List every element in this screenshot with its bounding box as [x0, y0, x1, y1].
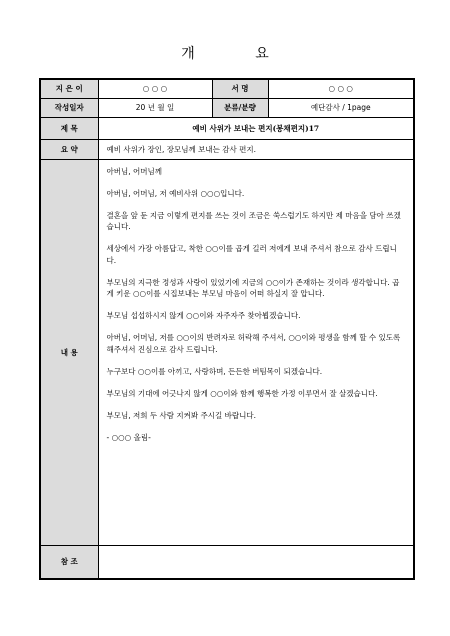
note-value: [98, 545, 414, 579]
summary-row: [40, 139, 414, 159]
note-row: [40, 545, 414, 579]
letter-signoff: - ○○○ 올림-: [106, 433, 151, 443]
letter-paragraph: 부모님, 저희 두 사람 지켜봐 주시길 바랍니다.: [106, 411, 256, 421]
signature-label: 서 명: [212, 79, 268, 98]
author-row: [40, 79, 414, 98]
subject-label: 제 목: [40, 117, 98, 139]
date-label: 작성일자: [40, 98, 98, 117]
letter-paragraph: 세상에서 가장 아름답고, 착한 ○○이를 곱게 길러 저에게 보내 주셔서 참으로 감사 드립니다.: [106, 244, 397, 265]
signature-value: ○ ○ ○: [268, 79, 414, 98]
summary-label: 요 약: [40, 139, 98, 159]
author-value: ○ ○ ○: [98, 79, 212, 98]
letter-paragraph: 부모님의 기대에 어긋나지 않게 ○○이와 함께 행복한 가정 이루면서 잘 살겠습니다.: [106, 388, 378, 398]
category-value: 예단감사 / 1page: [268, 98, 414, 117]
subject-value: 예비 사위가 보내는 편지(봉채편지)17: [98, 117, 414, 139]
date-row: [40, 98, 414, 117]
category-label: 분류/분량: [212, 98, 268, 117]
summary-value: 예비 사위가 장인, 장모님께 보내는 감사 편지.: [98, 139, 414, 159]
letter-paragraph: 부모님 섭섭하시지 않게 ○○이와 자주자주 찾아뵙겠습니다.: [106, 311, 301, 321]
page-title: 개 요: [181, 46, 297, 62]
date-value: 20 년 월 일: [98, 98, 212, 117]
subject-row: [40, 117, 414, 139]
letter-paragraph: 아버님, 어머님, 저를 ○○이의 반려자로 허락해 주셔서, ○○이와 평생을 함께 할 수 있도록 해주셔서 진심으로 감사 드립니다.: [106, 333, 401, 354]
note-label: 참 조: [40, 545, 98, 579]
author-label: 지 은 이: [40, 79, 98, 98]
overview-form-table: [39, 78, 415, 580]
letter-body: [98, 159, 414, 545]
content-row: [40, 159, 414, 545]
letter-paragraph: 누구보다 ○○이를 아끼고, 사랑하며, 든든한 버팀목이 되겠습니다.: [106, 366, 323, 376]
letter-greeting: 아버님, 어머님께: [106, 166, 162, 176]
letter-paragraph: 결혼을 앞 둔 지금 이렇게 편지를 쓰는 것이 조금은 쑥스럽기도 하지만 제 마음을 담아 쓰겠습니다.: [106, 210, 401, 232]
content-label: 내 용: [40, 159, 98, 545]
letter-paragraph: 부모님의 지극한 정성과 사랑이 있었기에 지금의 ○○이가 존재하는 것이라 생각합니다. 곱게 키운 ○○이를 시집보내는 부모님 마음이 어떠 하실지 잘 압니다.: [106, 277, 400, 298]
letter-paragraph: 아버님, 어머님, 저 예비사위 ○○○입니다.: [106, 188, 245, 198]
